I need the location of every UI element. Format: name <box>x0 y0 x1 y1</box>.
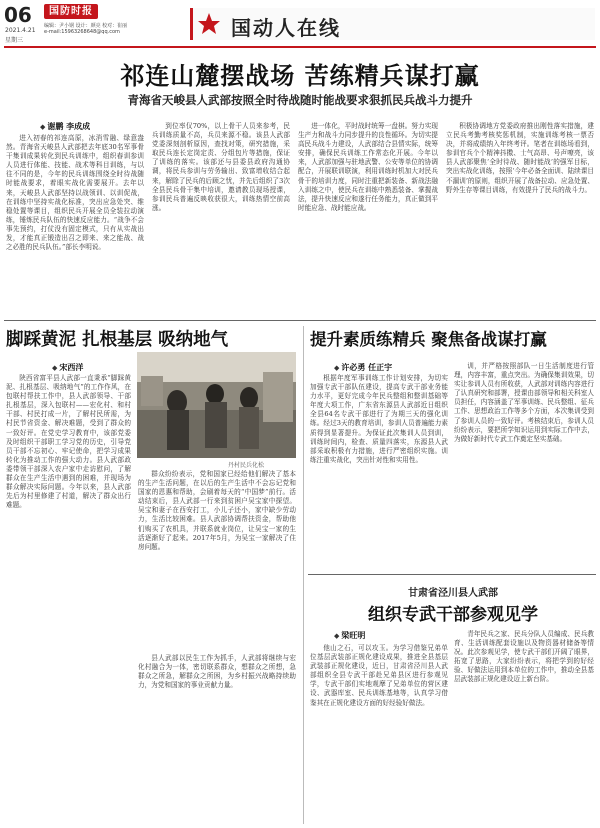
story2-byline: ◆ 宋西洋 <box>52 363 84 372</box>
story4-column-2: 青年民兵之家、民兵分队人员编成、民兵教育、生活训练配套设施以及物资器材储备等情况。此次参观见学，使专武干部们开阔了眼界，拓宽了思路，大家纷纷表示，将把学到的好经验、好做法运用到本单位的工作中，推动全县基层武装部正规化建设迈上新台阶。 <box>454 630 594 684</box>
story2-headline: 脚踩黄泥 扎根基层 吸纳地气 <box>6 330 229 350</box>
story2-column-3: 县人武部以民生工作为抓手，人武部将继续与宏化村融合为一体，密切联系群众，想群众之所想，急群众之所急，解群众之所困，为乡村振兴战略持续助力，为党和国家的事业贡献力量。 <box>138 654 296 690</box>
story2-photo <box>137 352 296 458</box>
story1-column-4: 积极协调地方党委政府推出刚性落实措施，建立民兵考勤考核奖惩机制，实施训练考核一票否决，并将成绩纳入年终考评。笔者在训练场看到，参训官兵个个精神抖擞、士气高昂、号声嘹亮，该县人武部聚焦‘全时待战、随时能战’的强军目标，突出实战化训练，按照‘今年必备全面训、陆续课目不漏训’的原则，组织开展了战备拉动、应急处置、野外生存等课目训练，有效提升了民兵的战斗力。 <box>446 122 594 194</box>
story3-byline: ◆ 许必勇 任正宇 <box>334 363 393 372</box>
story4-headline: 组织专武干部参观见学 <box>368 605 538 625</box>
diamond-icon: ◆ <box>334 364 340 372</box>
diamond-icon: ◆ <box>334 632 340 640</box>
story1-headline: 祁连山麓摆战场 苦练精兵谋打赢 <box>120 62 480 90</box>
issue-day: 星期三 <box>5 37 24 44</box>
page-number: 06 <box>4 3 32 27</box>
story1-byline: ◆ 谢鹏 李成成 <box>40 122 91 131</box>
story4-kicker: 甘肃省泾川县人武部 <box>408 588 498 599</box>
story2-photo-caption: 丹村民兵化松 <box>228 462 265 469</box>
masthead <box>0 0 600 50</box>
section-banner <box>190 8 595 40</box>
newspaper-logo <box>44 4 98 19</box>
logo-text: 国防时报 <box>49 6 93 17</box>
section-title: 国动人在线 <box>231 16 341 40</box>
story1-column-3: 进一体化，平时战时统筹一盘棋。努力实现生产力和战斗力同步提升的良性循环。为切实提高民兵战斗力建设，人武部结合县情实际，统筹安排，确保民兵训练工作常态化开展。今年以来，人武部加强与驻地武警、公安等单位的协调配合，开展联训联演，利用训练时机加大对民兵骨干的培训力度，同时注重把新装备、新战法融入训练之中，使民兵在训练中熟悉装备、掌握战法，提升快速反应和遂行任务能力，真正做到平时能应急、战时能应战。 <box>298 122 438 212</box>
diamond-icon: ◆ <box>52 364 58 372</box>
issue-date: 2021.4.21 <box>5 27 36 34</box>
story1-column-1: 进入初春的祁连高原，冰消雪融、绿意盎然。青海省天峻县人武部把去年底30名军事骨干集训成果转化到民兵训练中，组织春训参训人员进行体能、技能、战术等科目训练，与以往不同的是，今年的民兵训练围绕全时待战随时能战要求，着眼实战化需要展开。去年以来，天峻县人武部坚持以战领训、以训促战，在训练中坚持实战化标准，突出应急处突、维稳处置等课目，组织民兵开展全员全装拉动演练，锤炼民兵队伍的快速反应能力。“战争不会事先预约，打仗没有固定模式，只有从实战出发，才能真正锻造出召之即来、来之能战、战之必胜的民兵队伍。”部长李明说。 <box>6 134 144 252</box>
editors-line: 编辑：尹小钢 设计：颜亮 校对：崔丽 <box>44 23 128 29</box>
email-line: e-mail:15963268648@qq.com <box>44 29 120 35</box>
masthead-rule <box>4 46 596 48</box>
divider-2 <box>308 574 596 575</box>
story3-headline: 提升素质练精兵 聚焦备战谋打赢 <box>310 330 547 349</box>
story1-column-2: 到位率仅70%，以上骨干人员来参考，民兵训练质量不高，兵员来源不稳。该县人武部党委深刻剖析原因，查找对策，研究措施，采取民兵连长定岗定责、分组包片等措施，保证了训练的落实。该部还与县委县政府沟通协调，将民兵参训与劳务输出、致富增收结合起来，解除了民兵的后顾之忧，并先后组织了3次全县民兵骨干集中培训，邀请教员现场授课，参训民兵普遍反映收获很大，训练热情空前高涨。 <box>152 122 290 212</box>
story1-subheadline: 青海省天峻县人武部按照全时待战随时能战要求狠抓民兵战斗力提升 <box>127 93 473 107</box>
diamond-icon: ◆ <box>40 123 46 131</box>
farm-scene-image <box>137 352 296 458</box>
story3-column-1: 根据年度军事训练工作计划安排，为切实加强专武干部队伍建设，提高专武干部业务能力水平，更好完成今年民兵整组和整训基础等年度大项工作，广东省东源县人武部近日组织全县64名专武干部进行了为期三天的强化训练。经过3天的教育培训，参训人员普遍能力素质得到显著提升。为保证此次集训人员到训，训练时间内，检查、质量四落实，东源县人武部采取积极有力措施，进行严密组织实施。训练注重实战化，突出针对性和实用性。 <box>310 374 448 464</box>
story2-column-1: 陕西省富平县人武部一直秉承“脚踩黄泥、扎根基层、吸纳地气”的工作作风，在包联村帮扶工作中，县人武部领导、干部扎根基层，深入包联村——宏化村、和村干部、村民打成一片，了解村民所需，为村民节省资金、解决难题，受到了群众的一致好评。在党史学习教育中，该部党委及时组织干部职工学习党的历史，引导党员干部不忘初心、牢记使命，把学习成果转化为推动工作的强大动力。县人武部政委带领干部深入农户家中走访慰问，了解群众在生产生活中遇到的困难，并现场为群众解决实际问题。今年以来，县人武部先后为村里修建了村道，解决了群众出行难题。 <box>6 374 131 510</box>
story2-column-2: 群众纷纷表示，党和国家已经给他们解决了基本的生产生活问题，在以后的生产生活中不会忘记党和国家的恩惠和帮助，会刷着每天的“中国梦”前行。活动结束后，县人武部一行来到贫困户吴宝家中探望。吴宝和妻子在西安打工，小儿子还小，家中缺少劳动力，生活比较困难。县人武部协调帮扶资金，帮助他们购买了农机具，并联系就业岗位，让吴宝一家的生活逐渐好了起来。2017年5月，为吴宝一家解决了住房问题。 <box>138 470 296 551</box>
vertical-divider <box>303 326 304 824</box>
story4-byline: ◆ 梁旺明 <box>334 631 366 640</box>
star-icon <box>197 12 221 36</box>
story4-column-1: 他山之石，可以攻玉。为学习借鉴兄弟单位基层武装部正规化建设成果，推进全县基层武装部正规化建设，近日，甘肃省泾川县人武部组织全县专武干部赴兄弟县区进行参观见学，专武干部们实地观摩了兄弟单位的营区建设、武器库室、民兵训练基地等，认真学习借鉴其在正规化建设方面的好经验好做法。 <box>310 644 448 707</box>
story3-column-2: 训，并严格按照部队一日生活制度进行管理，内容丰富，重点突出。为确保集训效果，切实让参训人员有所收获，人武部对训练内容进行了认真研究和部署，授课由部领导和相关科室人员担任，内容涵盖了军事训练、民兵整组、征兵工作、思想政治工作等多个方面，本次集训受到了参训人员的一致好评。考核结束后，参训人员纷纷表示，要把所学知识运用到实际工作中去，为做好新时代专武工作奠定坚实基础。 <box>454 362 594 443</box>
divider-1 <box>4 320 596 321</box>
